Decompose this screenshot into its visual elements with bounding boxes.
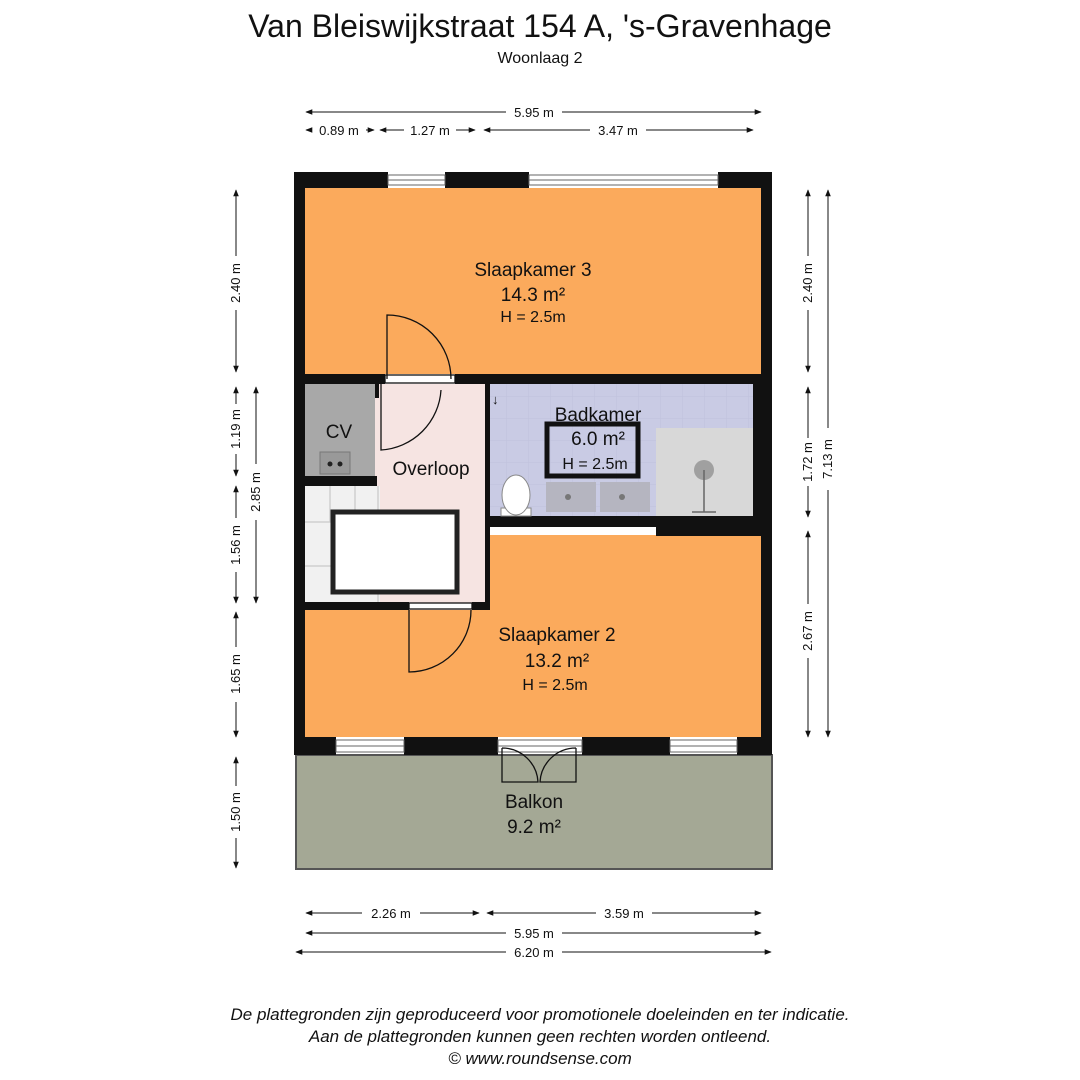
dim-bottom-overall: 6.20 m [514,945,554,960]
dim-top-b: 1.27 m [410,123,450,138]
vent-arrow: ↓ [492,392,499,407]
dim-left-a: 2.40 m [228,263,243,303]
dim-left-b: 1.19 m [228,409,243,449]
room-name-slaapkamer3: Slaapkamer 3 [474,260,592,281]
dim-top-a: 0.89 m [319,123,359,138]
dim-top-c: 3.47 m [598,123,638,138]
dim-left-c: 2.85 m [248,472,263,512]
bedroom-3-floor [305,188,761,374]
dim-left-d: 1.56 m [228,525,243,565]
dim-right-c: 2.67 m [800,611,815,651]
dim-right-a: 2.40 m [800,263,815,303]
room-height-slaapkamer2: H = 2.5m [522,677,588,694]
plan-title: Van Bleiswijkstraat 154 A, 's-Gravenhage [248,8,832,44]
dim-right-total: 7.13 m [820,439,835,479]
disclaimer-line-1: De plattegronden zijn geproduceerd voor promotionele doeleinden en ter indicatie. [230,1005,850,1024]
room-height-slaapkamer3: H = 2.5m [500,309,566,326]
room-name-slaapkamer2: Slaapkamer 2 [498,625,616,646]
room-area-balkon: 9.2 m² [507,817,561,838]
room-height-badkamer: H = 2.5m [562,456,628,473]
room-name-cv: CV [325,422,353,443]
dim-bottom-b: 3.59 m [604,906,644,921]
dim-right-b: 1.72 m [800,442,815,482]
room-name-balkon: Balkon [504,792,564,813]
dim-bottom-total: 5.95 m [514,926,554,941]
dim-bottom-a: 2.26 m [371,906,411,921]
room-area-slaapkamer3: 14.3 m² [500,285,566,306]
room-name-overloop: Overloop [392,459,470,480]
floor-label: Woonlaag 2 [497,50,583,67]
toilet-bowl [502,475,530,515]
dim-left-f: 1.50 m [228,792,243,832]
dim-top-total: 5.95 m [514,105,554,120]
room-area-slaapkamer2: 13.2 m² [524,651,590,672]
room-name-badkamer: Badkamer [554,405,642,426]
copyright: © www.roundsense.com [448,1049,632,1068]
cv-boiler [320,452,350,474]
dim-left-e: 1.65 m [228,654,243,694]
disclaimer-line-2: Aan de plattegronden kunnen geen rechten worden ontleend. [308,1027,772,1046]
room-area-badkamer: 6.0 m² [571,429,625,450]
disclaimer [0,1004,1080,1070]
bedroom-2-floor-ext [305,610,487,737]
